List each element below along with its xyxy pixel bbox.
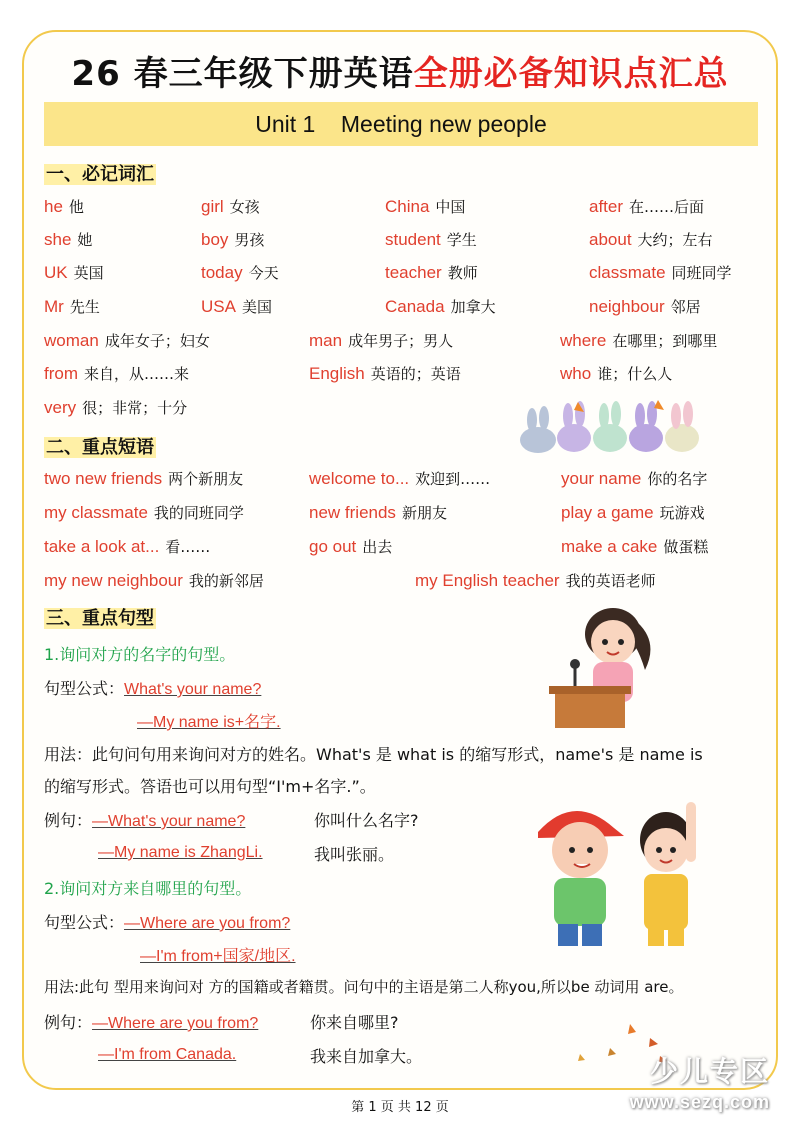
- pattern2-example-a: [98, 1044, 236, 1064]
- vocab-cn: 今天: [248, 264, 279, 282]
- vocab-item: [201, 196, 260, 218]
- phrase-item: [415, 570, 656, 592]
- section-sentences-heading: [44, 604, 156, 630]
- girl-podium-illustration: [545, 600, 665, 730]
- pattern1-example-a-en: —My name is ZhangLi.: [98, 844, 263, 861]
- phrase-item: [561, 502, 705, 524]
- vocab-cn: 大约；左右: [637, 231, 713, 249]
- pattern2-answer: [140, 943, 296, 966]
- vocab-item: [560, 330, 717, 352]
- phrase-cn: 我的新邻居: [188, 572, 264, 590]
- vocab-item: [309, 363, 461, 385]
- vocab-cn: 很；非常；十分: [82, 399, 188, 417]
- watermark-url: www.sezq.com: [629, 1092, 770, 1112]
- vocab-en: he: [44, 197, 63, 216]
- phrase-item: [309, 468, 490, 490]
- pattern2-example-q: [44, 1010, 258, 1033]
- vocab-en: teacher: [385, 263, 442, 282]
- vocab-cn: 谁；什么人: [597, 365, 673, 383]
- pattern1-example-q-cn: 你叫什么名字?: [314, 811, 419, 830]
- vocab-cn: 她: [77, 231, 93, 249]
- phrase-en: my classmate: [44, 503, 148, 522]
- vocab-en: Canada: [385, 297, 445, 316]
- watermark-text: 少儿专区: [649, 1055, 770, 1088]
- vocab-item: [201, 262, 279, 284]
- vocab-cn: 来自，从……来: [84, 365, 190, 383]
- vocab-cn: 教师: [447, 264, 478, 282]
- vocab-cn: 在哪里；到哪里: [612, 332, 718, 350]
- phrase-item: [44, 570, 264, 592]
- phrase-en: go out: [309, 537, 357, 556]
- vocab-item: [385, 229, 477, 251]
- vocab-item: [44, 397, 187, 419]
- pattern1-example-q: [44, 808, 245, 831]
- vocab-item: [589, 196, 704, 218]
- pattern1-example-q-en: —What's your name?: [92, 813, 246, 830]
- vocab-cn: 英语的；英语: [370, 365, 461, 383]
- vocab-en: Mr: [44, 297, 64, 316]
- pattern1-example-a: [98, 842, 263, 862]
- vocab-en: today: [201, 263, 243, 282]
- vocab-en: man: [309, 331, 343, 350]
- pattern2-formula-label: 句型公式：: [44, 913, 125, 932]
- vocab-item: [589, 229, 713, 251]
- pattern2-formula-row: [44, 910, 290, 933]
- pattern1-example-a-cn: 我叫张丽。: [314, 845, 395, 864]
- vocab-item: [201, 296, 272, 318]
- vocab-item: [44, 262, 104, 284]
- vocab-item: [385, 262, 478, 284]
- vocab-cn: 在……后面: [629, 198, 705, 216]
- vocab-en: she: [44, 230, 72, 249]
- phrase-cn: 做蛋糕: [663, 538, 709, 556]
- phrase-item: [44, 502, 244, 524]
- vocab-en: about: [589, 230, 632, 249]
- vocab-item: [44, 296, 100, 318]
- vocab-en: boy: [201, 230, 229, 249]
- kids-greeting-illustration: [528, 792, 718, 948]
- title-part-red: 全册必备知识点汇总: [413, 54, 729, 94]
- pattern1-heading: 1.询问对方的名字的句型。: [44, 645, 236, 664]
- vocab-cn: 成年男子；男人: [348, 332, 454, 350]
- page-number: 第 1 页 共 12 页: [351, 1100, 449, 1115]
- phrase-item: [309, 502, 447, 524]
- vocab-cn: 女孩: [229, 198, 260, 216]
- phrase-en: new friends: [309, 503, 396, 522]
- phrase-en: play a game: [561, 503, 654, 522]
- phrase-cn: 新朋友: [401, 504, 447, 522]
- phrase-en: two new friends: [44, 469, 163, 488]
- section-phrases-label: 二、重点短语: [46, 437, 154, 458]
- phrase-en: welcome to...: [309, 469, 410, 488]
- phrase-item: [561, 468, 707, 490]
- pattern2-example-a-en: —I'm from Canada.: [98, 1046, 237, 1063]
- vocab-en: China: [385, 197, 430, 216]
- vocab-en: where: [560, 331, 607, 350]
- phrase-en: your name: [561, 469, 642, 488]
- vocab-cn: 英国: [73, 264, 104, 282]
- title-part-black: 26 春三年级下册英语: [71, 54, 414, 94]
- pattern1-answer: [137, 709, 281, 732]
- vocab-item: [589, 296, 701, 318]
- phrase-item: [44, 536, 210, 558]
- pattern1-formula-label: 句型公式：: [44, 679, 125, 698]
- phrase-en: my new neighbour: [44, 571, 183, 590]
- section-vocabulary-heading: [44, 160, 156, 186]
- vocab-cn: 成年女子；妇女: [104, 332, 210, 350]
- pattern1-answer-text: —My name is+名字.: [137, 714, 281, 731]
- vocab-en: classmate: [589, 263, 666, 282]
- phrase-cn: 欢迎到……: [415, 470, 491, 488]
- vocab-en: after: [589, 197, 624, 216]
- pattern2-heading: 2.询问对方来自哪里的句型。: [44, 879, 252, 898]
- pattern2-question: —Where are you from?: [124, 915, 291, 932]
- unit-banner: Unit 1 Meeting new people: [44, 102, 758, 146]
- vocab-item: [589, 262, 732, 284]
- phrase-item: [44, 468, 243, 490]
- phrase-cn: 出去: [362, 538, 393, 556]
- vocab-cn: 男孩: [234, 231, 265, 249]
- vocab-cn: 美国: [241, 298, 272, 316]
- section-vocabulary-label: 一、必记词汇: [46, 164, 154, 185]
- phrase-en: my English teacher: [415, 571, 560, 590]
- phrase-cn: 玩游戏: [659, 504, 705, 522]
- vocab-cn: 学生: [446, 231, 477, 249]
- pattern2-example-label: 例句：: [44, 1013, 93, 1032]
- vocab-cn: 中国: [435, 198, 466, 216]
- pattern1-formula-row: [44, 676, 261, 699]
- vocab-item: [44, 196, 84, 218]
- vocab-item: [385, 196, 465, 218]
- vocab-item: [44, 229, 92, 251]
- pattern1-question: What's your name?: [124, 681, 262, 698]
- vocab-en: from: [44, 364, 78, 383]
- phrase-cn: 你的名字: [647, 470, 708, 488]
- pattern2-answer-text: —I'm from+国家/地区.: [140, 948, 296, 965]
- vocab-en: woman: [44, 331, 99, 350]
- page-title: [0, 46, 800, 95]
- vocab-cn: 他: [68, 198, 84, 216]
- vocab-en: English: [309, 364, 365, 383]
- phrase-item: [309, 536, 392, 558]
- phrase-en: take a look at...: [44, 537, 160, 556]
- pattern1-usage-line1: 用法：此句问句用来询问对方的姓名。What's 是 what is 的缩写形式，name's 是 name is: [44, 745, 703, 764]
- pattern2-usage: 用法:此句 型用来询问对 方的国籍或者籍贯。问句中的主语是第二人称you,所以be 动词用 are。: [44, 978, 684, 996]
- phrase-cn: 我的英语老师: [565, 572, 656, 590]
- pattern1-usage-line2: 的缩写形式。答语也可以用句型“I'm+名字.”。: [44, 777, 376, 796]
- vocab-en: USA: [201, 297, 236, 316]
- phrase-cn: 看……: [165, 538, 211, 556]
- vocab-item: [560, 363, 672, 385]
- vocab-item: [44, 330, 210, 352]
- vocab-cn: 加拿大: [450, 298, 496, 316]
- vocab-item: [44, 363, 189, 385]
- phrase-item: [561, 536, 708, 558]
- vocab-en: who: [560, 364, 592, 383]
- vocab-en: girl: [201, 197, 224, 216]
- pattern1-example-label: 例句：: [44, 811, 93, 830]
- phrase-cn: 我的同班同学: [153, 504, 244, 522]
- vocab-en: neighbour: [589, 297, 665, 316]
- vocab-cn: 邻居: [670, 298, 701, 316]
- bunnies-illustration: [518, 398, 718, 456]
- section-phrases-heading: [44, 433, 156, 459]
- pattern2-example-a-cn: 我来自加拿大。: [310, 1047, 423, 1066]
- vocab-cn: 同班同学: [671, 264, 732, 282]
- pattern2-example-q-cn: 你来自哪里?: [310, 1013, 399, 1032]
- phrase-cn: 两个新朋友: [168, 470, 244, 488]
- vocab-item: [309, 330, 453, 352]
- phrase-en: make a cake: [561, 537, 658, 556]
- section-sentences-label: 三、重点句型: [46, 608, 154, 629]
- vocab-en: student: [385, 230, 441, 249]
- vocab-item: [201, 229, 264, 251]
- vocab-item: [385, 296, 496, 318]
- pattern2-example-q-en: —Where are you from?: [92, 1015, 259, 1032]
- vocab-en: UK: [44, 263, 68, 282]
- vocab-cn: 先生: [69, 298, 100, 316]
- vocab-en: very: [44, 398, 77, 417]
